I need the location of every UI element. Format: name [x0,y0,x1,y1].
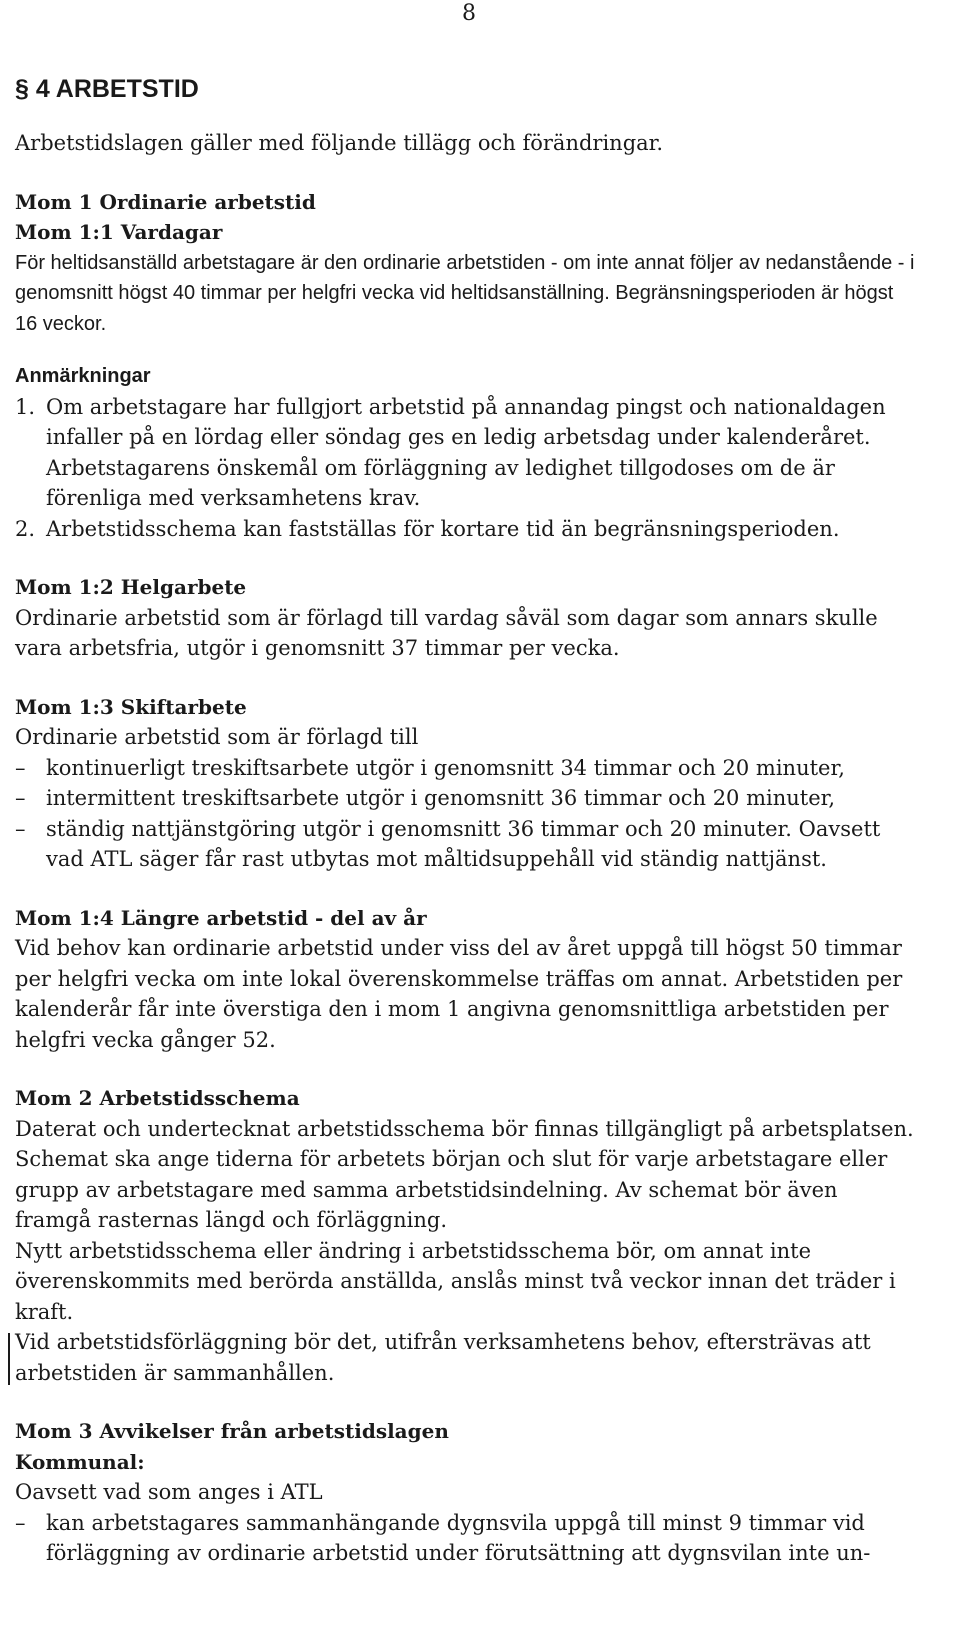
dash-marker: – [15,816,26,841]
note-number: 1. [15,394,36,419]
list-item-text: intermittent treskiftsarbete utgör i genomsnitt 36 timmar och 20 minuter, [46,786,836,810]
mom1-3-heading: Mom 1:3 Skiftarbete [15,694,247,719]
note-item [15,392,915,514]
mom1-4-section [15,903,915,1056]
notes-heading: Anmärkningar [15,365,151,387]
mom1-2-heading: Mom 1:2 Helgarbete [15,575,247,599]
list-item [15,1508,915,1569]
note-item [15,514,915,545]
dash-marker: – [15,755,26,780]
list-item-text: kan arbetstagares sammanhängande dygnsvila uppgå till minst 9 timmar vid förläggning av ordinarie arbetstid under förutsättning att dygnsvilan inte un- [46,1510,871,1565]
mom1-4-text: Vid behov kan ordinarie arbetstid under viss del av året uppgå till högst 50 timmar per helgfri vecka om inte lokal överenskommelse träffas om annat. Arbetstiden per kalenderår får inte överstiga den i mom 1 angivna genomsnittliga arbetstiden per helgfri vecka gånger 52. [15,936,903,1052]
intro-text: Arbetstidslagen gäller med följande tillägg och förändringar. [15,131,664,155]
mom3-lead: Oavsett vad som anges i ATL [15,1480,323,1504]
note-text: Om arbetstagare har fullgjort arbetstid på annandag pingst och nationaldagen infaller på en lördag eller söndag ges en ledig arbetsdag under kalenderåret. Arbetstagarens önskemål om förläggning av ledighet tillgodoses om de är förenliga med verksamhetens krav. [46,394,886,510]
mom1-2-section [15,572,915,664]
list-item [15,814,915,875]
mom3-list [15,1508,915,1569]
list-item [15,783,915,814]
change-bar [8,1333,10,1385]
mom1-1-text: För heltidsanställd arbetstagare är den ordinarie arbetstiden - om inte annat följer av nedanstående - i genomsnitt högst 40 timmar per helgfri vecka vid heltidsanställning. Begränsningsperioden är högst 16 veckor. [15,251,915,335]
page-number: 8 [462,1,476,26]
mom2-paragraph-3: Vid arbetstidsförläggning bör det, utifrån verksamhetens behov, eftersträvas att arbetstiden är sammanhållen. [15,1330,871,1385]
dash-marker: – [15,1510,26,1535]
mom3-sub-heading: Kommunal: [15,1449,145,1474]
mom3-heading: Mom 3 Avvikelser från arbetstidslagen [15,1419,449,1443]
dash-marker: – [15,786,26,810]
mom3-section [15,1416,915,1569]
mom2-paragraph-2: Nytt arbetstidsschema eller ändring i arbetstidsschema bör, om annat inte överenskommits med berörda anställda, anslås minst två veckor innan det träder i kraft. [15,1238,896,1324]
mom1-section [15,187,915,545]
section-title: § 4 ARBETSTID [15,75,199,103]
list-item [15,753,915,784]
shift-list [15,753,915,875]
note-number: 2. [15,516,36,541]
mom2-heading: Mom 2 Arbetstidsschema [15,1086,300,1110]
mom2-section [15,1083,915,1388]
mom1-3-lead: Ordinarie arbetstid som är förlagd till [15,725,419,749]
mom1-3-section [15,692,915,875]
mom1-heading: Mom 1 Ordinarie arbetstid [15,189,316,214]
mom1-1-heading: Mom 1:1 Vardagar [15,220,223,244]
mom1-4-heading: Mom 1:4 Längre arbetstid - del av år [15,905,427,930]
mom1-2-text: Ordinarie arbetstid som är förlagd till vardag såväl som dagar som annars skulle vara arbetsfria, utgör i genomsnitt 37 timmar per vecka. [15,605,878,660]
note-text: Arbetstidsschema kan fastställas för kortare tid än begränsningsperioden. [46,516,840,541]
document-content [15,72,915,1569]
mom2-paragraph-1: Daterat och undertecknat arbetstidsschema bör finnas tillgängligt på arbetsplatsen. Schemat ska ange tiderna för arbetets början och slut för varje arbetstagare eller grupp av arbetstagare med samma arbetstidsindelning. Av schemat bör även framgå rasternas längd och förläggning. [15,1116,914,1232]
notes-list [15,392,915,545]
list-item-text: ständig nattjänstgöring utgör i genomsnitt 36 timmar och 20 minuter. Oavsett vad ATL säger får rast utbytas mot måltidsuppehåll vid ständig nattjänst. [46,816,881,871]
list-item-text: kontinuerligt treskiftsarbete utgör i genomsnitt 34 timmar och 20 minuter, [46,755,845,780]
